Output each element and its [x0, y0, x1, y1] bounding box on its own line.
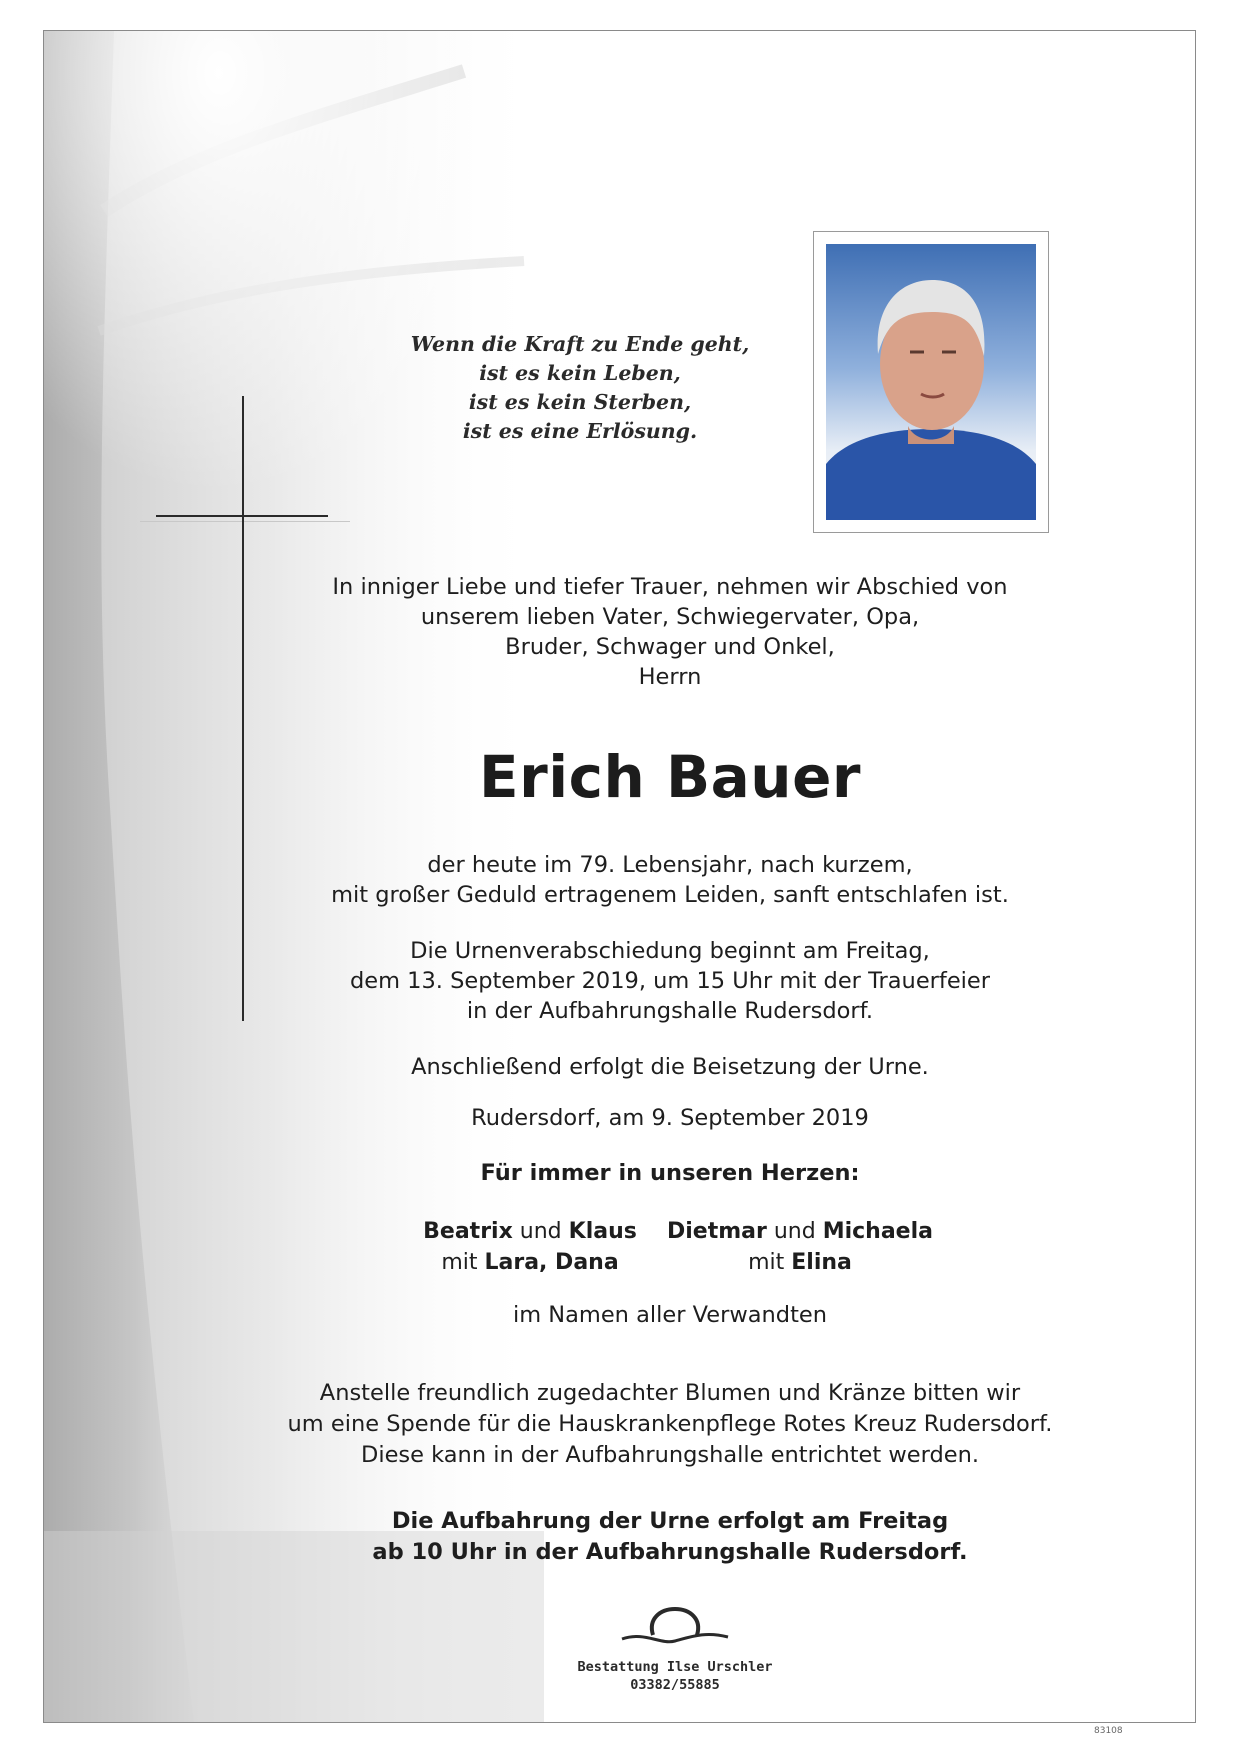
poem-line: ist es eine Erlösung.: [462, 419, 698, 443]
family-right: [665, 1216, 935, 1278]
cross-shadow: [140, 521, 350, 522]
family-kids: Elina: [791, 1250, 852, 1275]
family-conj: und: [519, 1219, 562, 1244]
donation-line: Diese kann in der Aufbahrungshalle entrichtet werden.: [361, 1442, 979, 1468]
relatives-line: im Namen aller Verwandten: [512, 1302, 828, 1328]
family-name: Dietmar: [666, 1219, 767, 1244]
laying-out-line: ab 10 Uhr in der Aufbahrungshalle Rudersdorf.: [372, 1539, 968, 1565]
poem: [380, 330, 780, 446]
cross-icon: [242, 396, 244, 1021]
intro-line: Herrn: [638, 664, 702, 690]
intro-line: In inniger Liebe und tiefer Trauer, nehmen wir Abschied von: [332, 574, 1008, 600]
urn-line: dem 13. September 2019, um 15 Uhr mit der Trauerfeier: [349, 968, 991, 994]
undertaker-name: Bestattung Ilse Urschler: [577, 1659, 773, 1675]
life-text: [280, 850, 1060, 910]
portrait-photo: [826, 244, 1036, 520]
cross-beam: [156, 515, 328, 517]
urn-farewell-text: [280, 936, 1060, 1026]
family-kids: Lara, Dana: [484, 1250, 619, 1275]
portrait-frame: [813, 231, 1049, 533]
laying-out-notice: [280, 1506, 1060, 1568]
family-with: mit: [441, 1250, 478, 1275]
hearts-heading-line: Für immer in unseren Herzen:: [480, 1160, 860, 1186]
undertaker-phone: 03382/55885: [630, 1677, 720, 1693]
poem-line: ist es kein Sterben,: [468, 390, 692, 414]
intro-line: Bruder, Schwager und Onkel,: [505, 634, 835, 660]
family-conj: und: [773, 1219, 816, 1244]
deceased-name: Erich Bauer: [478, 743, 862, 811]
laying-out-line: Die Aufbahrung der Urne erfolgt am Freitag: [391, 1508, 949, 1534]
place-date-line: Rudersdorf, am 9. September 2019: [471, 1105, 869, 1131]
family-with: mit: [748, 1250, 785, 1275]
intro-line: unserem lieben Vater, Schwiegervater, Opa,: [420, 604, 920, 630]
mourning-families: [280, 1216, 1060, 1280]
donation-request: [280, 1378, 1060, 1471]
donation-line: um eine Spende für die Hauskrankenpflege Rotes Kreuz Rudersdorf.: [287, 1411, 1053, 1437]
family-name: Michaela: [822, 1219, 933, 1244]
place-date: [280, 1103, 1060, 1133]
family-left: [420, 1216, 640, 1278]
poem-line: ist es kein Leben,: [479, 361, 681, 385]
donation-line: Anstelle freundlich zugedachter Blumen und Kränze bitten wir: [319, 1380, 1021, 1406]
intro-text: [280, 572, 1060, 692]
undertaker-info: [520, 1658, 830, 1694]
bestattung-logo: [620, 1605, 730, 1651]
relatives-text: [280, 1300, 1060, 1330]
urn-line: Die Urnenverabschiedung beginnt am Freitag,: [410, 938, 930, 964]
print-code: 83108: [1094, 1726, 1123, 1736]
urn-line: in der Aufbahrungshalle Rudersdorf.: [466, 998, 874, 1024]
family-name: Klaus: [568, 1219, 637, 1244]
life-line: mit großer Geduld ertragenem Leiden, sanft entschlafen ist.: [331, 882, 1009, 908]
hearts-heading: [280, 1158, 1060, 1188]
burial-text: [280, 1052, 1060, 1082]
burial-line: Anschließend erfolgt die Beisetzung der Urne.: [411, 1054, 929, 1080]
family-name: Beatrix: [423, 1219, 513, 1244]
poem-line: Wenn die Kraft zu Ende geht,: [410, 332, 750, 356]
life-line: der heute im 79. Lebensjahr, nach kurzem,: [427, 852, 913, 878]
